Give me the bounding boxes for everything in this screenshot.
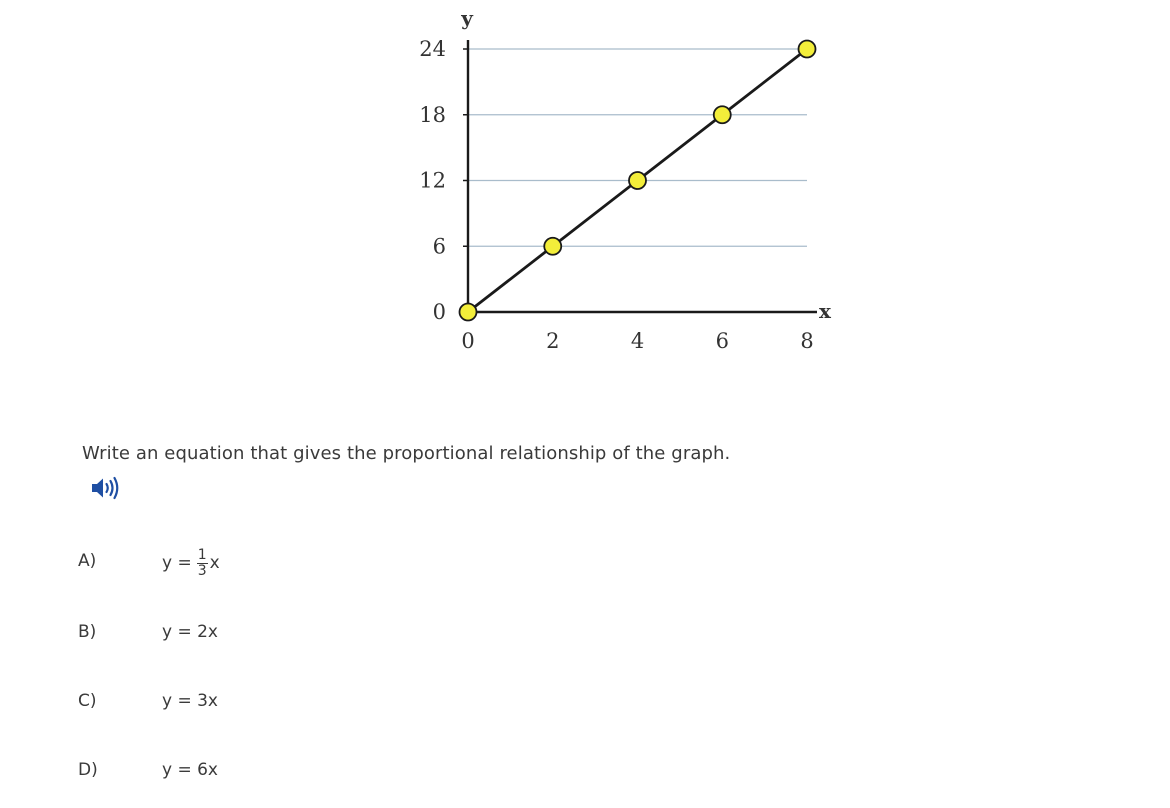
sound-wave-small [107,484,108,492]
equation-prefix: y = [162,553,192,573]
data-point [799,41,816,58]
x-tick-label: 4 [630,329,645,353]
fraction-numerator: 1 [197,546,207,563]
question-text: Write an equation that gives the proportional relationship of the graph. [82,443,731,464]
x-tick-label: 6 [715,329,729,353]
option-equation [162,541,220,585]
option-b[interactable] [78,612,378,652]
y-tick-label: 18 [419,102,446,127]
grid-lines [468,49,807,246]
proportional-graph [0,0,1170,380]
speaker-icon[interactable] [90,474,122,502]
option-c[interactable] [78,681,378,721]
option-letter: D) [78,760,98,780]
data-point [714,106,731,123]
sound-wave-medium [111,481,113,495]
y-tick-label: 24 [419,37,446,61]
option-letter: C) [78,691,97,711]
x-tick-label: 8 [800,329,814,353]
data-point [544,238,561,255]
y-tick-label: 12 [419,168,446,193]
option-d[interactable] [78,750,378,790]
data-point [460,304,477,321]
sound-wave-large [115,478,118,498]
option-equation: y = 6x [162,760,218,780]
y-axis-label: y [461,6,473,30]
x-axis-label: x [819,299,831,323]
x-tick-label: 0 [461,329,475,353]
option-equation: y = 3x [162,691,218,711]
fraction-denominator: 3 [197,562,207,579]
fraction [197,548,208,579]
option-letter: B) [78,622,97,642]
y-tick-label: 6 [432,234,446,259]
speaker-body [92,479,103,498]
option-letter: A) [78,551,97,571]
data-point [629,172,646,189]
y-tick-label: 0 [432,300,446,324]
equation-suffix: x [209,553,220,573]
option-a[interactable] [78,541,378,581]
option-equation: y = 2x [162,622,218,642]
x-tick-label: 2 [546,329,560,353]
